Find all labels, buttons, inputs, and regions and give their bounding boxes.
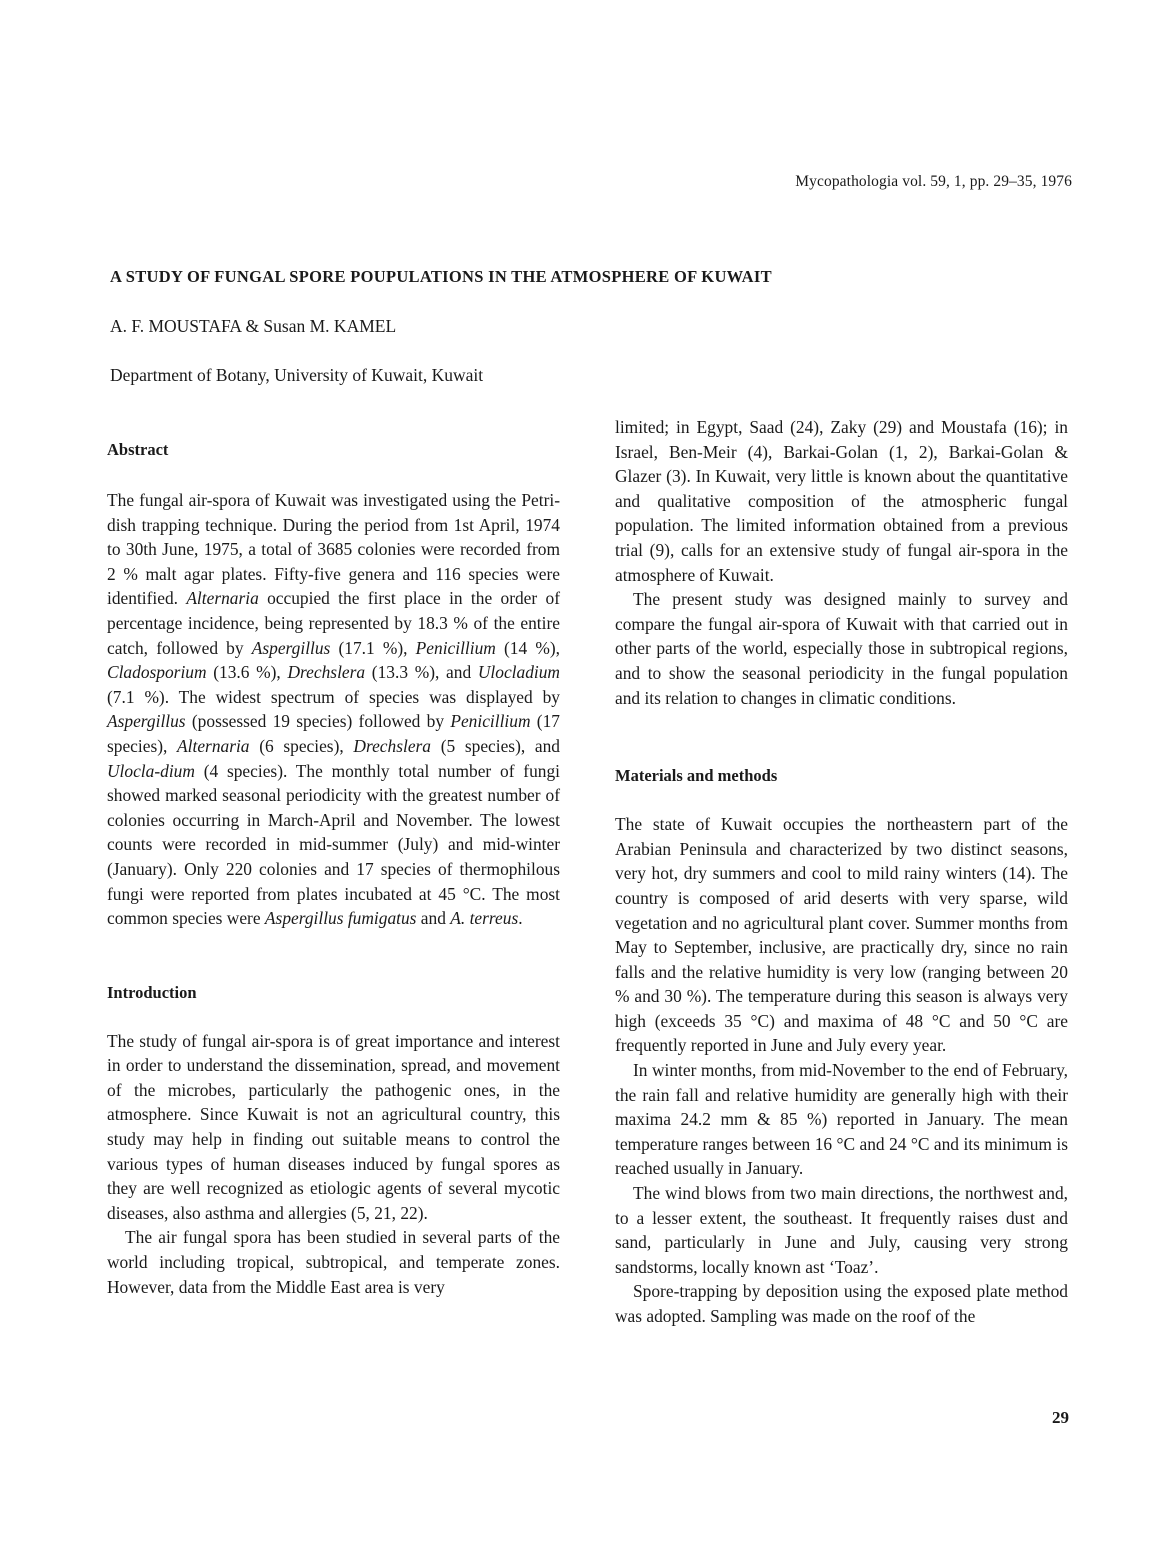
right-column (615, 415, 1068, 1329)
genus-name: Drechslera (287, 662, 366, 683)
left-column (107, 438, 560, 1299)
abstract-run: (14 %), (495, 637, 560, 658)
abstract-run: (possessed 19 species) followed by (185, 711, 451, 732)
introduction-paragraph-2-continued: limited; in Egypt, Saad (24), Zaky (29) and Moustafa (16); in Israel, Ben-Meir (4), Barkai-Golan (1, 2), Barkai-Golan & Glazer (3). In Kuwait, very little is known about the quantitative and qualitative composition of the atmospheric fungal population. The limited information obtained from a previous trial (9), calls for an extensive study of fungal air-spora in the atmosphere of Kuwait. (615, 417, 1068, 585)
introduction-paragraph-2: The air fungal spora has been studied in several parts of the world including tropical, subtropical, and temperate zones. However, data from the Middle East area is very (107, 1227, 560, 1297)
abstract-run: occupied the first place in the order of percentage incidence, being represented by 18.3 % of the entire catch, followed by (107, 588, 560, 658)
abstract-run: (17 species), (107, 711, 560, 756)
abstract-run: (13.3 %), and (365, 662, 478, 683)
introduction-paragraph-1: The study of fungal air-spora is of great importance and interest in order to understand the dissemination, spread, and movement of the microbes, particularly the pathogenic ones, in the atmosphere. Since Kuwait is not an agricultural country, this study may help in finding out suitable means to control the various types of human diseases induced by fungal spores as they are well recognized as etiologic agents of several mycotic diseases, also asthma and allergies (5, 21, 22). (107, 1030, 560, 1223)
abstract-run: (4 species). The monthly total number of fungi showed marked seasonal periodicity with the greatest number of colonies occurring in March-April and November. The lowest counts were recorded in mid-summer (July) and mid-winter (January). Only 220 colonies and 17 species of thermophilous fungi were reported from plates incubated at 45 °C. The most common species were (107, 760, 560, 929)
methods-paragraph-2: In winter months, from mid-November to the end of February, the rain fall and relative humidity are generally high with their maxima 24.2 mm & 85 %) reported in January. The mean temperature ranges between 16 °C and 24 °C and its minimum is reached usually in January. (615, 1060, 1068, 1179)
methods-paragraph-4: Spore-trapping by deposition using the exposed plate method was adopted. Sampling was made on the roof of the (615, 1281, 1068, 1326)
genus-name: Penicillium (415, 637, 496, 658)
genus-name: Drechslera (353, 735, 432, 756)
genus-name: Uloclа-dium (107, 760, 195, 781)
abstract-run: (6 species), (249, 735, 354, 756)
affiliation: Department of Botany, University of Kuwait, Kuwait (110, 365, 484, 385)
paper-title: A STUDY OF FUNGAL SPORE POUPULATIONS IN THE ATMOSPHERE OF KUWAIT (110, 267, 772, 286)
methods-paragraph-3: The wind blows from two main directions, the northwest and, to a lesser extent, the southeast. It frequently raises dust and sand, particularly in June and July, causing very strong sandstorms, locally known ast ‘Toaz’. (615, 1183, 1068, 1277)
introduction-heading: Introduction (107, 982, 197, 1002)
genus-name: Cladosporium (107, 662, 207, 683)
page-number: 29 (1052, 1408, 1069, 1427)
abstract-heading: Abstract (107, 440, 169, 459)
abstract-run: (7.1 %). The widest spectrum of species was displayed by (107, 686, 560, 707)
genus-name: Ulocladium (477, 662, 560, 683)
genus-name: Alternaria (186, 588, 259, 609)
methods-paragraph-1: The state of Kuwait occupies the northeastern part of the Arabian Peninsula and characterized by two distinct seasons, very hot, dry summers and cool to mild rainy winters (14). The country is composed of arid deserts with very sparse, wild vegetation and no agricultural plant cover. Summer months from May to September, inclusive, are practically dry, since no rain falls and the relative humidity is very low (ranging between 20 % and 30 %). The temperature during this season is always very high (exceeds 35 °C) and maxima of 48 °C and 50 °C are frequently reported in June and July every year. (615, 814, 1068, 1056)
abstract-run: The fungal air-spora of Kuwait was investigated using the Petri-dish trapping technique. During the period from 1st April, 1974 to 30th June, 1975, a total of 3685 colonies were recorded from 2 % malt agar plates. Fifty-five genera and 116 species were identified. (107, 490, 560, 609)
methods-heading: Materials and methods (615, 766, 778, 786)
introduction-paragraph-3: The present study was designed mainly to survey and compare the fungal air-spora of Kuwait with that carried out in other parts of the world, especially those in subtropical regions, and to show the seasonal periodicity in the fungal population and its relation to changes in climatic conditions. (615, 589, 1068, 708)
genus-name: Aspergillus (251, 637, 331, 658)
journal-reference: Mycopathologia vol. 59, 1, pp. 29–35, 1976 (795, 173, 1072, 190)
abstract-run: (5 species), and (431, 735, 561, 756)
abstract-text (107, 488, 560, 931)
abstract-run: and (416, 908, 451, 929)
genus-name: Alternaria (177, 735, 250, 756)
genus-name: Aspergillus (107, 711, 186, 732)
genus-name: Penicillium (450, 711, 531, 732)
abstract-run: (17.1 %), (330, 637, 416, 658)
genus-name: Aspergillus fumigatus (264, 908, 417, 929)
genus-name: A. terreus (450, 908, 519, 929)
abstract-run: (13.6 %), (206, 662, 288, 683)
authors: A. F. MOUSTAFA & Susan M. KAMEL (110, 316, 397, 336)
abstract-run: . (518, 908, 523, 929)
